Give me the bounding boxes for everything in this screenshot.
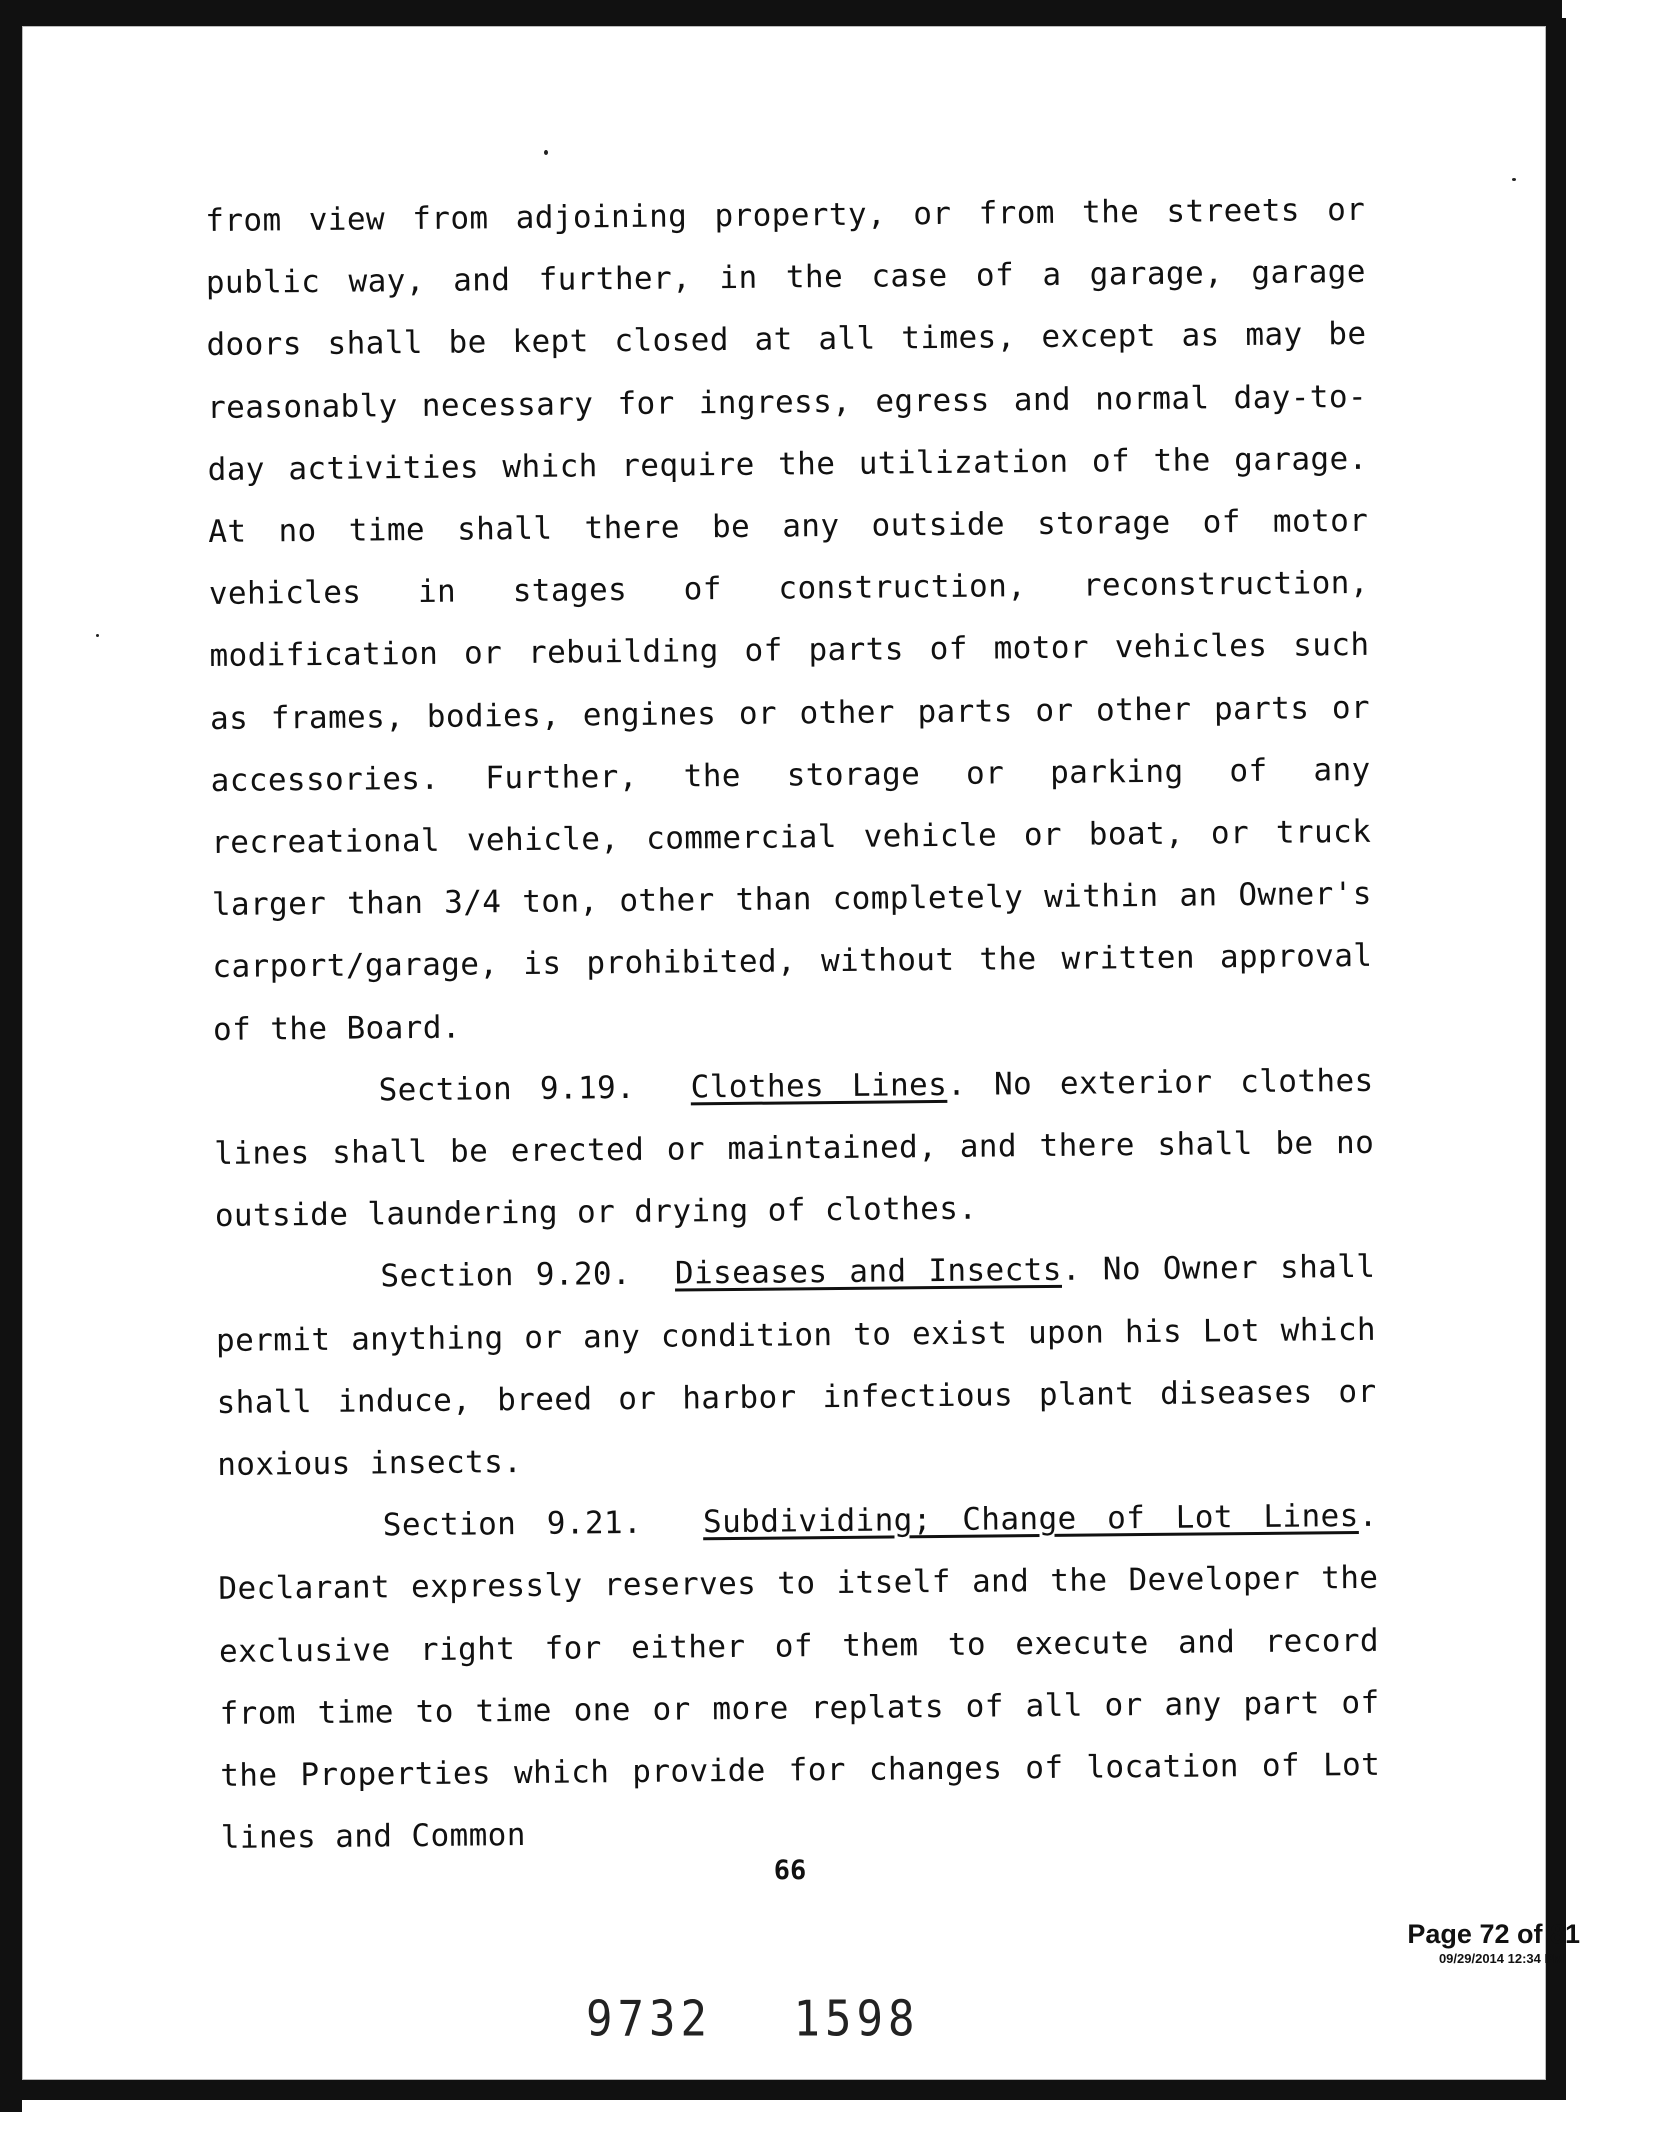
- recording-reference: [586, 1991, 919, 2048]
- stamp-page-label: Page 72 of 81: [1407, 1919, 1580, 1949]
- section-paragraph: Section 9.19. Clothes Lines. No exterior clothes lines shall be erected or maintained, and there shall be no outside laundering or drying of clothes.: [214, 1062, 1375, 1235]
- paragraph-text: from view from adjoining property, or from the streets or public way, and further, in the case of a garage, garage doors shall be kept closed at all times, except as may be reasonably necessary for ingress, egress and normal day-to-day activities which require the utilization of the garage. At no time shall there be any outside storage of motor vehicles in stages of construction, reconstruction, modification or rebuilding of parts of motor vehicles such as frames, bodies, engines or other parts or other parts or accessories. Further, the storage or parking of any recreational vehicle, commercial vehicle or boat, or truck larger than 3/4 ton, other than completely within an Owner's carport/garage, is prohibited, without the written approval of the Board.: [205, 191, 1373, 1048]
- section-text: No exterior clothes lines shall be erected or maintained, and there shall be no outside laundering or drying of clothes.: [214, 1062, 1375, 1235]
- scan-speck: [544, 150, 548, 155]
- section-number: Section 9.20.: [380, 1256, 632, 1295]
- scan-border-bottom: [0, 2080, 1566, 2100]
- document-body: [205, 179, 1381, 1870]
- section-title: Subdividing; Change of Lot Lines: [702, 1498, 1359, 1541]
- scan-border-left: [0, 0, 22, 2112]
- section-paragraph: Section 9.20. Diseases and Insects. No Owner shall permit anything or any condition to exist upon his Lot which shall induce, breed or harbor infectious plant diseases or noxious insects.: [215, 1249, 1377, 1484]
- scan-speck: [1512, 178, 1516, 181]
- section-number: Section 9.19.: [378, 1069, 636, 1109]
- stamp-timestamp: 09/29/2014 12:34 PM: [1438, 1951, 1564, 1966]
- section-text: Declarant expressly reserves to itself and the Developer the exclusive right for either of them to execute and record from time to time one or more replats of all or any part of the Properties which provide for changes of location of Lot lines and Common: [218, 1560, 1381, 1857]
- recording-book-number: 9732: [586, 1990, 712, 2049]
- paragraph: [205, 179, 1373, 1061]
- scan-border-right: [1546, 18, 1566, 2080]
- section-number: Section 9.21.: [382, 1505, 643, 1544]
- scan-border-top: [0, 0, 1562, 26]
- recording-page-number: 1598: [793, 1990, 920, 2049]
- section-title: Diseases and Insects: [674, 1252, 1063, 1292]
- scan-speck: [96, 634, 99, 637]
- page-number: 66: [773, 1855, 807, 1886]
- section-paragraph: Section 9.21. Subdividing; Change of Lot Lines. Declarant expressly reserves to itself and the Developer the exclusive right for either of them to execute and record from time to time one or more replats of all or any part of the Properties which provide for changes of location of Lot lines and Common: [218, 1498, 1381, 1857]
- section-title: Clothes Lines: [690, 1066, 948, 1106]
- section-text: No Owner shall permit anything or any condition to exist upon his Lot which shall induce, breed or harbor infectious plant diseases or noxious insects.: [215, 1249, 1377, 1484]
- page-count-stamp: [1380, 1918, 1580, 1968]
